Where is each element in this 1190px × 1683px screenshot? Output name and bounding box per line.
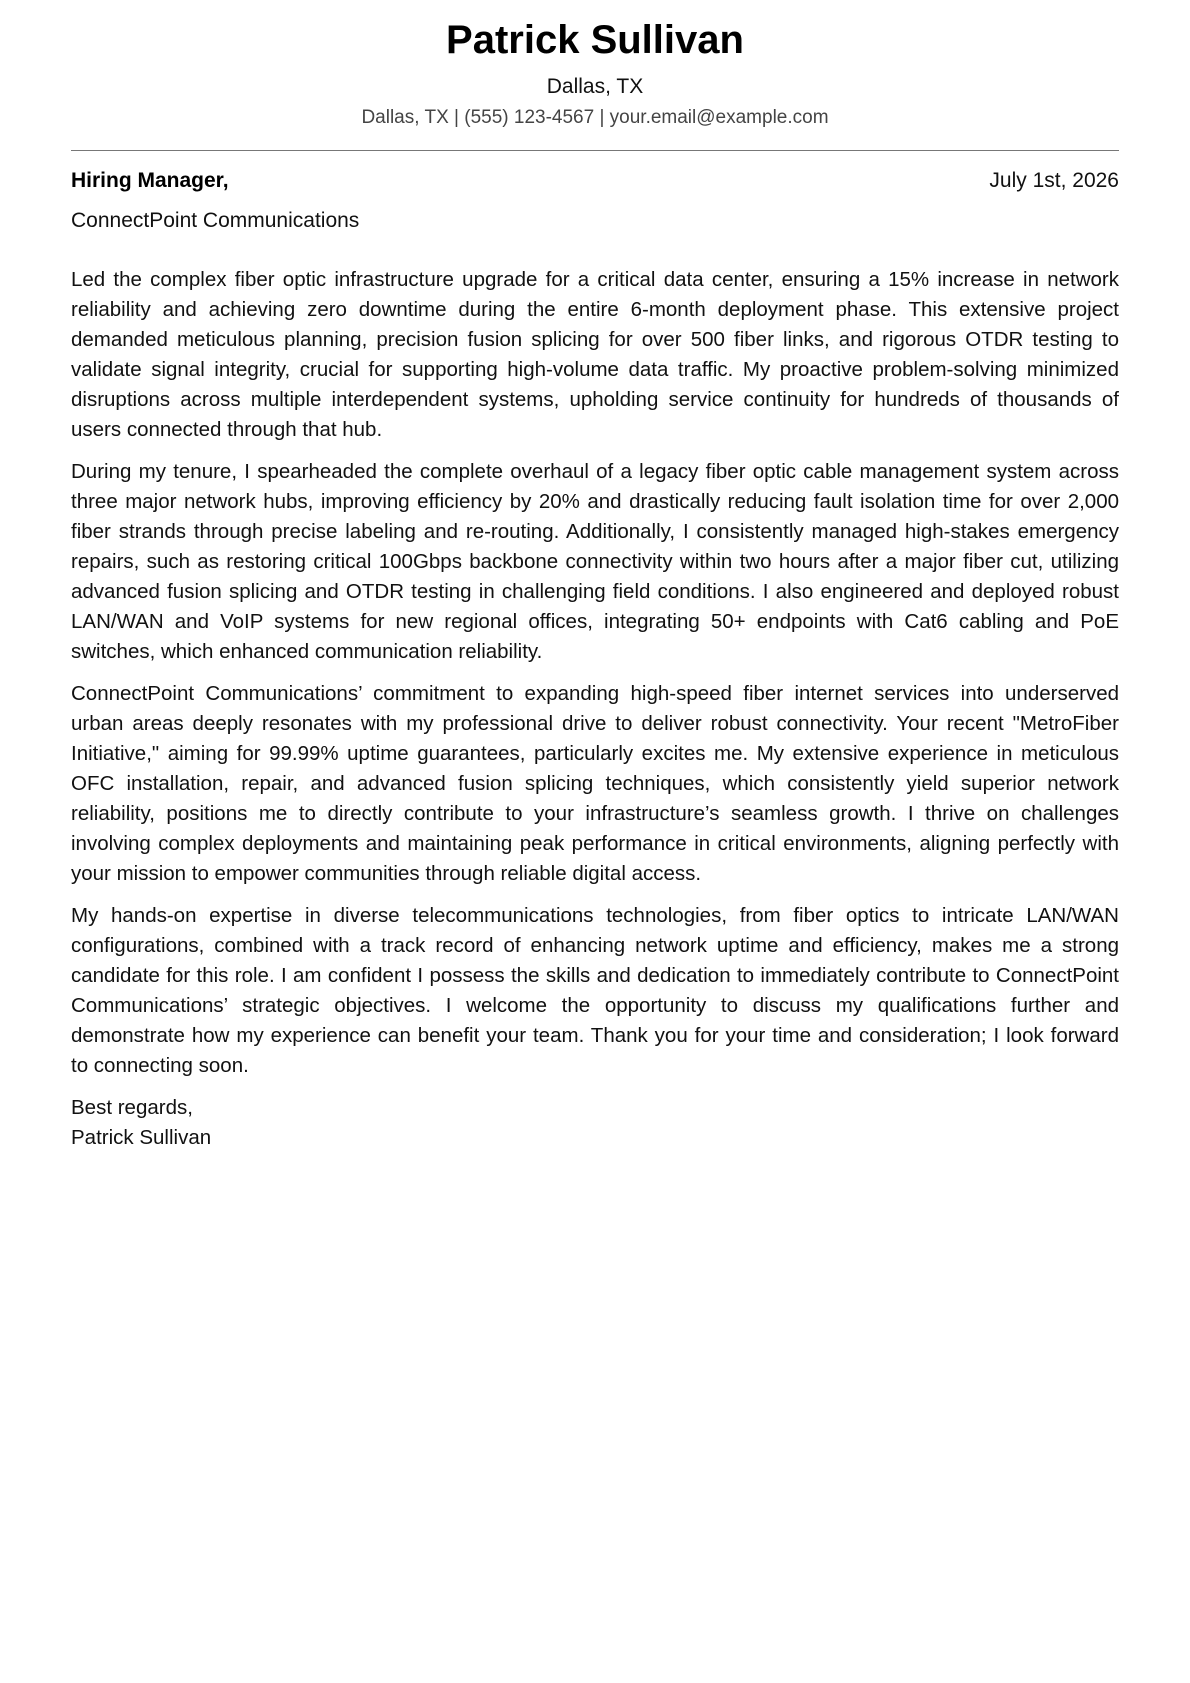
applicant-location: Dallas, TX bbox=[546, 75, 644, 98]
letter-date: July 1st, 2026 bbox=[989, 169, 1119, 192]
body-paragraph: Led the complex fiber optic infrastructure upgrade for a critical data center, ensuring a 15% increase in network reliability and achieving zero downtime during the entire 6-month deployment phase. This extensive project demanded meticulous planning, precision fusion splicing for over 500 fiber links, and rigorous OTDR testing to validate signal integrity, crucial for supporting high-volume data traffic. My proactive problem-solving minimized disruptions across multiple interdependent systems, upholding service continuity for hundreds of thousands of users connected through that hub. bbox=[71, 268, 1119, 441]
letter-header bbox=[71, 0, 1119, 130]
body-paragraph: My hands-on expertise in diverse telecommunications technologies, from fiber optics to intricate LAN/WAN configurations, combined with a track record of enhancing network uptime and efficiency, makes me a strong candidate for this role. I am confident I possess the skills and dedication to immediately contribute to ConnectPoint Communications’ strategic objectives. I welcome the opportunity to discuss my qualifications further and demonstrate how my experience can benefit your team. Thank you for your time and consideration; I look forward to connecting soon. bbox=[71, 904, 1119, 1077]
applicant-name: Patrick Sullivan bbox=[446, 18, 744, 62]
header-divider bbox=[71, 150, 1119, 151]
letter-closing bbox=[71, 1093, 1119, 1153]
closing-salutation: Best regards, bbox=[71, 1096, 193, 1119]
recipient-greeting: Hiring Manager, bbox=[71, 169, 229, 192]
letter-body bbox=[71, 265, 1119, 1081]
recipient-date-row bbox=[71, 167, 1119, 195]
body-paragraph: During my tenure, I spearheaded the complete overhaul of a legacy fiber optic cable management system across three major network hubs, improving efficiency by 20% and drastically reducing fault isolation time for over 2,000 fiber strands through precise labeling and re-routing. Additionally, I consistently managed high-stakes emergency repairs, such as restoring critical 100Gbps backbone connectivity within two hours after a major fiber cut, utilizing advanced fusion splicing and OTDR testing in challenging field conditions. I also engineered and deployed robust LAN/WAN and VoIP systems for new regional offices, integrating 50+ endpoints with Cat6 cabling and PoE switches, which enhanced communication reliability. bbox=[71, 460, 1119, 663]
body-paragraph: ConnectPoint Communications’ commitment to expanding high-speed fiber internet services into underserved urban areas deeply resonates with my professional drive to deliver robust connectivity. Your recent "MetroFiber Initiative," aiming for 99.99% uptime guarantees, particularly excites me. My extensive experience in meticulous OFC installation, repair, and advanced fusion splicing techniques, which consistently yield superior network reliability, positions me to directly contribute to your infrastructure’s seamless growth. I thrive on challenges involving complex deployments and maintaining peak performance in critical environments, aligning perfectly with your mission to empower communities through reliable digital access. bbox=[71, 682, 1119, 885]
company-name: ConnectPoint Communications bbox=[71, 209, 360, 232]
closing-signature: Patrick Sullivan bbox=[71, 1126, 212, 1149]
applicant-contact: Dallas, TX | (555) 123-4567 | your.email@example.com bbox=[361, 107, 829, 128]
